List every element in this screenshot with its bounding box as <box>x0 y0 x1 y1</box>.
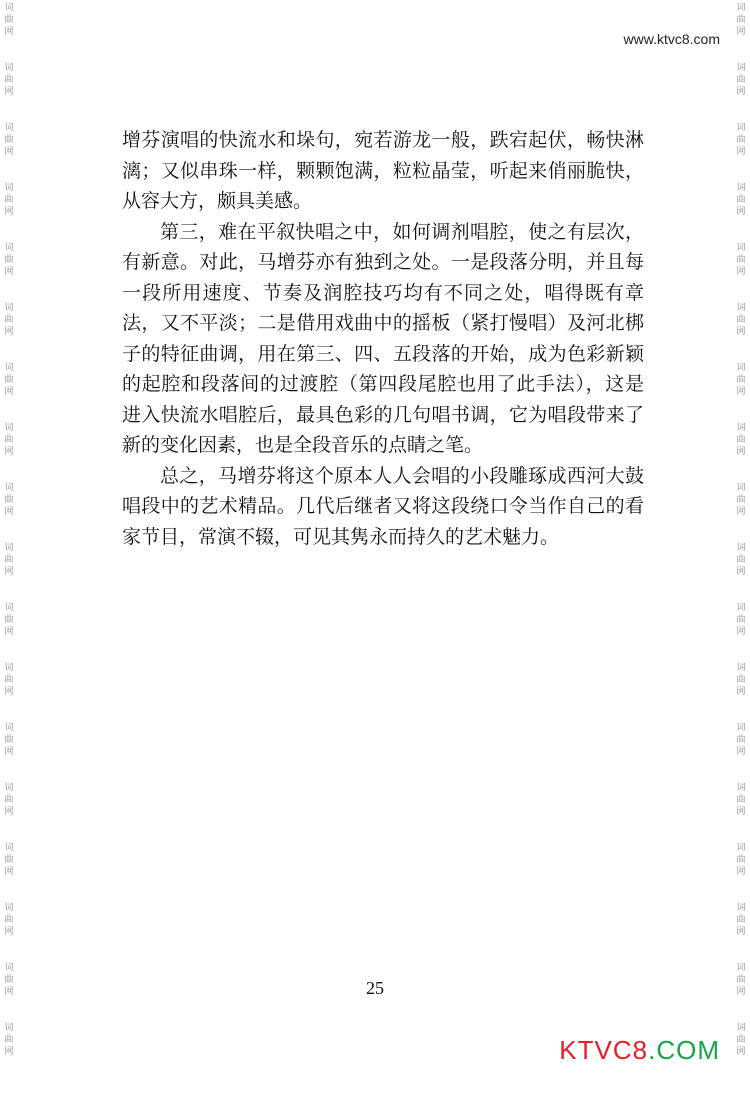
watermark-char: 曲 <box>4 255 14 265</box>
watermark-char: 网 <box>4 987 14 997</box>
watermark-char: 曲 <box>736 435 746 445</box>
watermark-char: 网 <box>4 867 14 877</box>
watermark-char: 词 <box>736 123 746 133</box>
watermark-char: 词 <box>736 723 746 733</box>
watermark-char: 曲 <box>4 1035 14 1045</box>
watermark-char: 网 <box>736 447 746 457</box>
watermark-char: 曲 <box>736 735 746 745</box>
watermark-char: 网 <box>4 627 14 637</box>
watermark-group <box>736 422 745 458</box>
watermark-char: 网 <box>736 147 746 157</box>
watermark-char: 曲 <box>736 375 746 385</box>
watermark-char: 词 <box>4 723 14 733</box>
right-watermark-strip <box>734 0 748 1108</box>
watermark-char: 词 <box>4 63 14 73</box>
watermark-char: 曲 <box>736 15 746 25</box>
watermark-group <box>4 602 13 638</box>
watermark-group <box>736 182 745 218</box>
watermark-char: 网 <box>736 87 746 97</box>
watermark-group <box>4 902 13 938</box>
watermark-char: 网 <box>736 807 746 817</box>
watermark-char: 词 <box>4 903 14 913</box>
watermark-group <box>736 2 745 38</box>
watermark-char: 曲 <box>4 195 14 205</box>
watermark-char: 网 <box>736 207 746 217</box>
watermark-group <box>4 302 13 338</box>
watermark-group <box>736 782 745 818</box>
watermark-char: 曲 <box>4 375 14 385</box>
watermark-char: 曲 <box>4 855 14 865</box>
watermark-group <box>736 1022 745 1058</box>
watermark-char: 曲 <box>736 555 746 565</box>
watermark-char: 网 <box>736 507 746 517</box>
watermark-char: 网 <box>4 147 14 157</box>
watermark-group <box>736 362 745 398</box>
watermark-char: 曲 <box>736 855 746 865</box>
watermark-char: 词 <box>736 423 746 433</box>
watermark-group <box>4 1022 13 1058</box>
watermark-char: 网 <box>736 987 746 997</box>
site-url: www.ktvc8.com <box>623 31 720 47</box>
watermark-char: 曲 <box>4 975 14 985</box>
watermark-char: 网 <box>4 807 14 817</box>
watermark-char: 曲 <box>4 915 14 925</box>
paragraph-2: 第三，难在平叙快唱之中，如何调剂唱腔，使之有层次，有新意。对此，马增芬亦有独到之处。一是段落分明，并且每一段所用速度、节奏及润腔技巧均有不同之处，唱得既有章法，又不平淡；二是借用戏曲中的摇板（紧打慢唱）及河北梆子的特征曲调，用在第三、四、五段落的开始，成为色彩新颖的起腔和段落间的过渡腔（第四段尾腔也用了此手法），这是进入快流水唱腔后，最具色彩的几句唱书调，它为唱段带来了新的变化因素，也是全段音乐的点睛之笔。 <box>122 220 644 456</box>
watermark-char: 词 <box>4 843 14 853</box>
watermark-char: 词 <box>4 663 14 673</box>
watermark-char: 曲 <box>736 255 746 265</box>
watermark-group <box>736 722 745 758</box>
watermark-char: 网 <box>4 1047 14 1057</box>
watermark-char: 网 <box>4 507 14 517</box>
watermark-group <box>736 662 745 698</box>
watermark-char: 曲 <box>736 315 746 325</box>
watermark-char: 曲 <box>4 675 14 685</box>
watermark-char: 词 <box>4 3 14 13</box>
watermark-char: 曲 <box>736 135 746 145</box>
watermark-char: 网 <box>736 747 746 757</box>
watermark-char: 网 <box>736 927 746 937</box>
watermark-group <box>736 302 745 338</box>
watermark-group <box>4 362 13 398</box>
watermark-char: 网 <box>4 387 14 397</box>
watermark-char: 曲 <box>736 195 746 205</box>
watermark-group <box>4 182 13 218</box>
watermark-char: 网 <box>4 87 14 97</box>
watermark-group <box>4 722 13 758</box>
watermark-char: 曲 <box>4 555 14 565</box>
watermark-group <box>4 782 13 818</box>
watermark-char: 曲 <box>736 915 746 925</box>
watermark-group <box>736 62 745 98</box>
watermark-group <box>736 842 745 878</box>
watermark-char: 网 <box>4 567 14 577</box>
watermark-char: 曲 <box>736 675 746 685</box>
logo-main-text: KTVC8 <box>559 1035 649 1065</box>
watermark-char: 曲 <box>4 495 14 505</box>
watermark-char: 词 <box>736 63 746 73</box>
watermark-char: 词 <box>736 903 746 913</box>
watermark-group <box>4 122 13 158</box>
watermark-char: 网 <box>4 27 14 37</box>
watermark-char: 曲 <box>736 975 746 985</box>
watermark-char: 词 <box>736 3 746 13</box>
watermark-char: 网 <box>4 207 14 217</box>
watermark-char: 曲 <box>4 315 14 325</box>
watermark-char: 词 <box>736 243 746 253</box>
watermark-char: 网 <box>4 447 14 457</box>
watermark-group <box>4 482 13 518</box>
watermark-group <box>736 602 745 638</box>
watermark-char: 曲 <box>4 435 14 445</box>
watermark-char: 词 <box>736 963 746 973</box>
watermark-group <box>736 122 745 158</box>
watermark-char: 词 <box>736 363 746 373</box>
watermark-group <box>736 542 745 578</box>
watermark-group <box>736 482 745 518</box>
watermark-char: 词 <box>736 1023 746 1033</box>
watermark-char: 网 <box>4 687 14 697</box>
watermark-group <box>736 902 745 938</box>
watermark-char: 词 <box>736 843 746 853</box>
paragraph-3: 总之，马增芬将这个原本人人会唱的小段雕琢成西河大鼓唱段中的艺术精品。几代后继者又将这段绕口令当作自己的看家节目，常演不辍，可见其隽永而持久的艺术魅力。 <box>122 464 644 548</box>
left-watermark-strip <box>2 0 16 1108</box>
watermark-group <box>736 242 745 278</box>
watermark-char: 曲 <box>4 135 14 145</box>
watermark-group <box>4 242 13 278</box>
watermark-char: 网 <box>4 927 14 937</box>
watermark-char: 词 <box>4 303 14 313</box>
body-text <box>122 125 644 552</box>
watermark-char: 词 <box>4 183 14 193</box>
watermark-char: 词 <box>4 1023 14 1033</box>
watermark-char: 词 <box>736 603 746 613</box>
watermark-char: 网 <box>736 27 746 37</box>
watermark-char: 曲 <box>4 615 14 625</box>
watermark-char: 词 <box>4 603 14 613</box>
logo-domain-text: .COM <box>648 1035 720 1065</box>
watermark-char: 词 <box>4 363 14 373</box>
watermark-char: 词 <box>4 543 14 553</box>
watermark-char: 网 <box>736 567 746 577</box>
watermark-char: 词 <box>4 783 14 793</box>
watermark-char: 词 <box>736 783 746 793</box>
watermark-char: 词 <box>4 243 14 253</box>
watermark-group <box>4 542 13 578</box>
watermark-group <box>4 842 13 878</box>
watermark-char: 曲 <box>736 495 746 505</box>
watermark-char: 词 <box>736 483 746 493</box>
watermark-group <box>4 422 13 458</box>
watermark-char: 曲 <box>736 1035 746 1045</box>
watermark-char: 词 <box>736 543 746 553</box>
watermark-char: 曲 <box>736 615 746 625</box>
watermark-char: 词 <box>4 483 14 493</box>
watermark-char: 网 <box>736 687 746 697</box>
watermark-char: 网 <box>736 627 746 637</box>
watermark-char: 词 <box>736 303 746 313</box>
watermark-char: 曲 <box>736 795 746 805</box>
paragraph-1: 增芬演唱的快流水和垛句，宛若游龙一般，跌宕起伏，畅快淋漓；又似串珠一样，颗颗饱满，粒粒晶莹，听起来俏丽脆快，从容大方，颇具美感。 <box>122 129 644 212</box>
watermark-char: 曲 <box>736 75 746 85</box>
watermark-char: 词 <box>4 963 14 973</box>
ktvc8-logo <box>559 1035 720 1066</box>
watermark-char: 网 <box>4 267 14 277</box>
watermark-group <box>4 662 13 698</box>
watermark-char: 词 <box>736 663 746 673</box>
watermark-char: 网 <box>4 747 14 757</box>
watermark-char: 网 <box>736 327 746 337</box>
watermark-char: 曲 <box>4 735 14 745</box>
watermark-char: 词 <box>4 423 14 433</box>
watermark-char: 曲 <box>4 795 14 805</box>
watermark-char: 网 <box>736 267 746 277</box>
watermark-char: 网 <box>736 1047 746 1057</box>
watermark-char: 词 <box>736 183 746 193</box>
watermark-char: 曲 <box>4 15 14 25</box>
page-number: 25 <box>366 978 384 998</box>
watermark-group <box>4 2 13 38</box>
watermark-char: 曲 <box>4 75 14 85</box>
watermark-char: 词 <box>4 123 14 133</box>
watermark-group <box>4 62 13 98</box>
watermark-char: 网 <box>4 327 14 337</box>
watermark-char: 网 <box>736 387 746 397</box>
watermark-char: 网 <box>736 867 746 877</box>
